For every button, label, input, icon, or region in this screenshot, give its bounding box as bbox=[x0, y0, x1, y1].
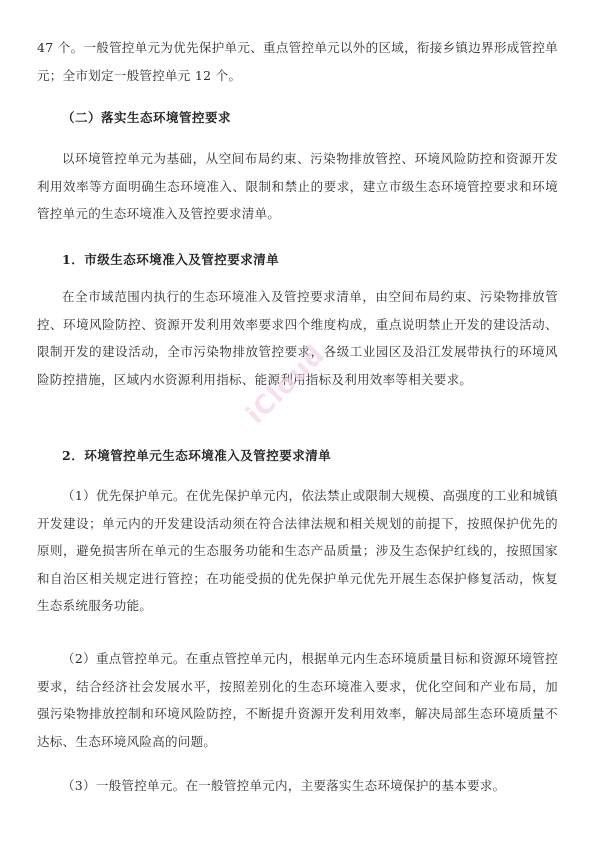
item-2-paragraph: （2）重点管控单元。在重点管控单元内，根据单元内生态环境质量目标和资源环境管控要求，结合经济社会发展水平，按照差别化的生态环境准入要求，优化空间和产业布局，加强污染物排放控制和环境风险防控，不断提升资源开发利用效率，解决局部生态环境质量不达标、生态环境风险高的问题。 bbox=[37, 651, 558, 749]
subsection-1-paragraph: 在全市域范围内执行的生态环境准入及管控要求清单，由空间布局约束、污染物排放管控、环境风险防控、资源开发利用效率要求四个维度构成，重点说明禁止开发的建设活动、限制开发的建设活动，全市污染物排放管控要求，各级工业园区及沿江发展带执行的环境风险防控措施，区域内水资源利用指标、能源利用指标及利用效率等相关要求。 bbox=[37, 289, 558, 387]
watermark: iCloud bbox=[240, 339, 332, 430]
item-3-paragraph: （3）一般管控单元。在一般管控单元内，主要落实生态环境保护的基本要求。 bbox=[62, 778, 506, 793]
section-heading-2: （二）落实生态环境管控要求 bbox=[62, 110, 232, 125]
section-2-paragraph: 以环境管控单元为基础，从空间布局约束、污染物排放管控、环境风险防控和资源开发利用效率等方面明确生态环境准入、限制和禁止的要求，建立市级生态环境管控要求和环境管控单元的生态环境准入及管控要求清单。 bbox=[37, 151, 558, 221]
subsection-heading-1: 1．市级生态环境准入及管控要求清单 bbox=[62, 252, 280, 267]
intro-paragraph: 47 个。一般管控单元为优先保护单元、重点管控单元以外的区域，衔接乡镇边界形成管控单元；全市划定一般管控单元 12 个。 bbox=[37, 40, 558, 83]
item-1-paragraph: （1）优先保护单元。在优先保护单元内，依法禁止或限制大规模、高强度的工业和城镇开发建设；单元内的开发建设活动须在符合法律法规和相关规划的前提下，按照保护优先的原则，避免损害所在单元的生态服务功能和生态产品质量；涉及生态保护红线的，按照国家和自治区相关规定进行管控；在功能受损的优先保护单元优先开展生态保护修复活动，恢复生态系统服务功能。 bbox=[37, 488, 558, 613]
subsection-heading-2: 2．环境管控单元生态环境准入及管控要求清单 bbox=[62, 448, 332, 463]
